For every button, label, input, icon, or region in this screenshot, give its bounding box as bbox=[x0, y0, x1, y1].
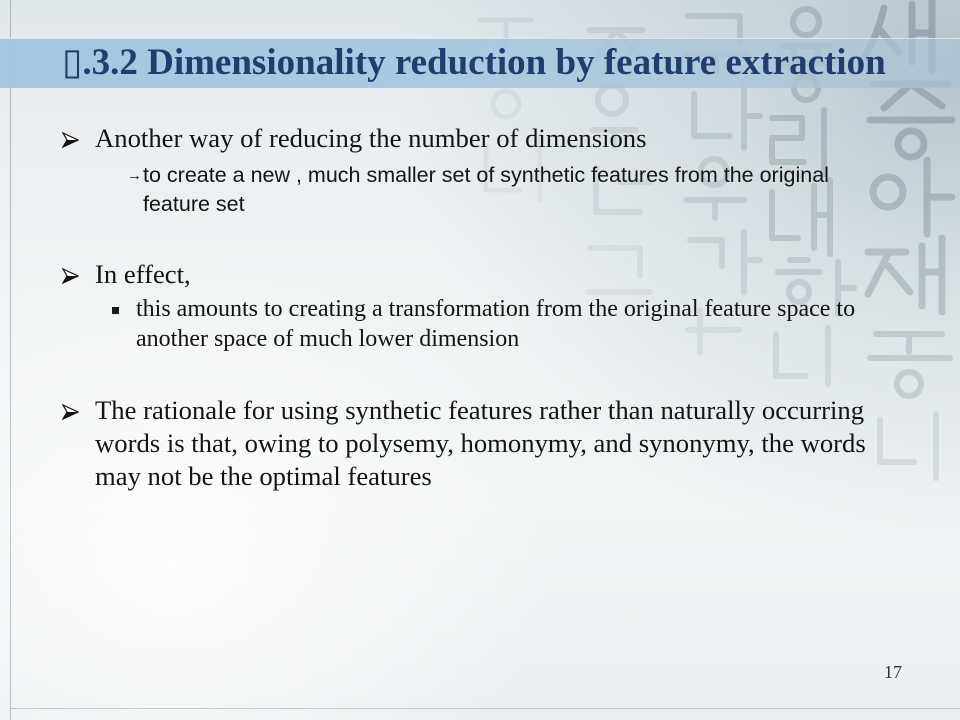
frame-bottom-rule bbox=[10, 708, 960, 709]
page-number: 17 bbox=[884, 662, 902, 682]
arrowhead-bullet-icon bbox=[62, 404, 79, 420]
calligraphy-stroke bbox=[493, 91, 519, 117]
bullet-item bbox=[62, 394, 900, 493]
arrowhead-bullet-icon bbox=[62, 132, 79, 148]
bullet-text: In effect, bbox=[95, 259, 191, 289]
slide-title: ▯.3.2 Dimensionality reduction by feature extraction bbox=[62, 42, 886, 83]
calligraphy-stroke bbox=[873, 160, 952, 234]
arrowhead-bullet-icon bbox=[62, 268, 79, 284]
bullet-item bbox=[62, 258, 900, 291]
bullet-text: The rationale for using synthetic features rather than naturally occurring words is that, owing to polysemy, homonymy, and synonymy, the words may not be the optimal features bbox=[95, 395, 866, 491]
sub-item bbox=[126, 161, 880, 219]
sub-item bbox=[112, 294, 900, 354]
frame-left-rule bbox=[10, 0, 11, 720]
square-bullet-icon bbox=[112, 307, 119, 314]
bullet-text: Another way of reducing the number of dimensions bbox=[95, 123, 647, 153]
sub-text: this amounts to creating a transformation from the original feature space to another space of much lower dimension bbox=[136, 296, 856, 352]
sub-text: to create a new , much smaller set of synthetic features from the original feature set bbox=[143, 163, 829, 216]
bullet-item bbox=[62, 122, 900, 155]
arrow-marker: → bbox=[127, 167, 142, 184]
